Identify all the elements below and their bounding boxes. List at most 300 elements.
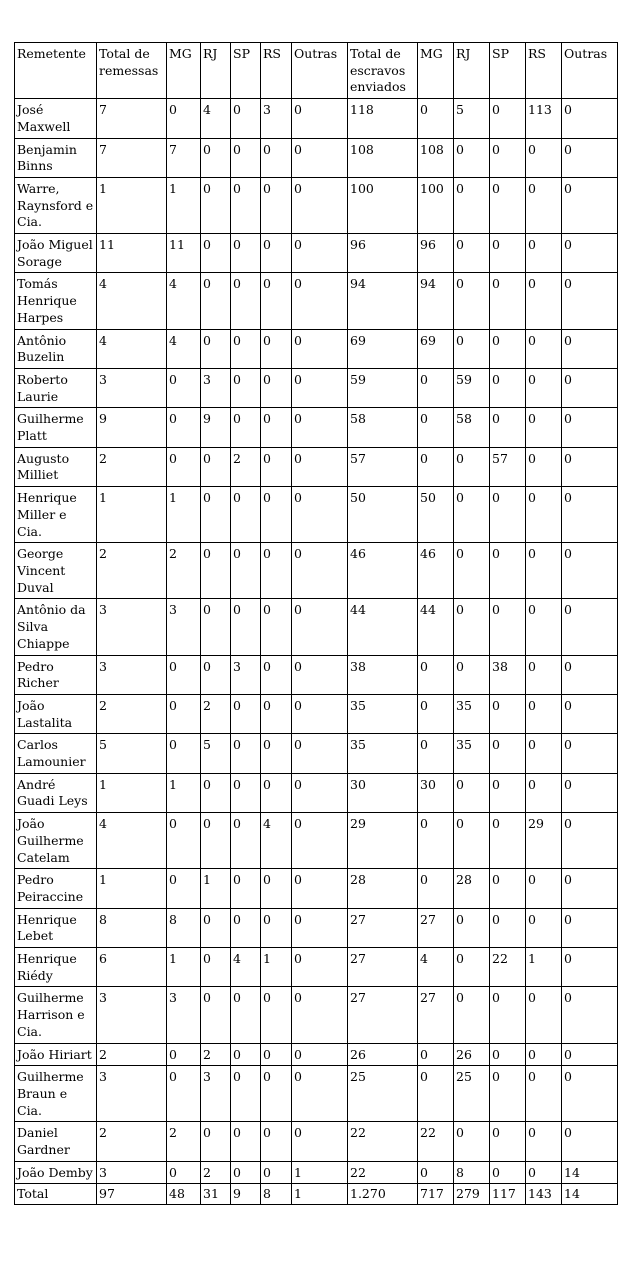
table-row [15, 1161, 618, 1184]
table-cell: 5 [201, 734, 231, 773]
table-cell: 27 [348, 987, 418, 1043]
table-cell: 6 [97, 948, 167, 987]
table-cell: 0 [261, 1122, 292, 1161]
sender-name-cell: Guilherme Harrison e Cia. [15, 987, 97, 1043]
sender-name-cell: Henrique Miller e Cia. [15, 487, 97, 543]
table-cell: 35 [454, 694, 490, 733]
header-cell: RJ [201, 43, 231, 99]
sender-name-cell: João Hiriart [15, 1043, 97, 1066]
table-cell: 0 [454, 813, 490, 869]
sender-name-cell: Benjamin Binns [15, 138, 97, 177]
table-cell: 9 [97, 408, 167, 447]
total-cell: 48 [167, 1184, 201, 1205]
table-cell: 0 [454, 987, 490, 1043]
table-cell: 0 [418, 408, 454, 447]
table-cell: 94 [348, 273, 418, 329]
table-cell: 0 [490, 234, 526, 273]
table-cell: 0 [562, 177, 618, 233]
table-cell: 0 [526, 329, 562, 368]
table-cell: 0 [231, 694, 261, 733]
table-cell: 0 [292, 368, 348, 407]
table-cell: 22 [348, 1161, 418, 1184]
table-cell: 27 [418, 987, 454, 1043]
table-cell: 35 [348, 694, 418, 733]
table-cell: 0 [231, 987, 261, 1043]
table-cell: 0 [292, 813, 348, 869]
table-cell: 2 [167, 1122, 201, 1161]
table-cell: 0 [167, 1066, 201, 1122]
sender-name-cell: André Guadi Leys [15, 773, 97, 812]
sender-name-cell: Antônio Buzelin [15, 329, 97, 368]
table-cell: 100 [348, 177, 418, 233]
table-cell: 3 [201, 1066, 231, 1122]
table-cell: 0 [454, 138, 490, 177]
table-cell: 0 [562, 655, 618, 694]
table-cell: 0 [562, 734, 618, 773]
table-cell: 11 [167, 234, 201, 273]
table-cell: 0 [167, 1043, 201, 1066]
table-row [15, 408, 618, 447]
table-cell: 58 [348, 408, 418, 447]
table-cell: 0 [201, 447, 231, 486]
sender-name-cell: João Lastalita [15, 694, 97, 733]
table-cell: 0 [454, 329, 490, 368]
table-cell: 0 [201, 948, 231, 987]
table-cell: 69 [348, 329, 418, 368]
table-row [15, 987, 618, 1043]
table-cell: 0 [167, 1161, 201, 1184]
total-cell: 97 [97, 1184, 167, 1205]
table-row [15, 273, 618, 329]
table-cell: 26 [348, 1043, 418, 1066]
table-row [15, 655, 618, 694]
table-cell: 0 [167, 869, 201, 908]
table-cell: 7 [97, 99, 167, 138]
header-cell: SP [490, 43, 526, 99]
table-cell: 57 [490, 447, 526, 486]
table-cell: 26 [454, 1043, 490, 1066]
table-cell: 0 [201, 908, 231, 947]
table-cell: 69 [418, 329, 454, 368]
table-cell: 0 [292, 987, 348, 1043]
sender-name-cell: Guilherme Platt [15, 408, 97, 447]
table-cell: 0 [526, 1043, 562, 1066]
table-total-row [15, 1184, 618, 1205]
table-cell: 0 [418, 99, 454, 138]
table-cell: 4 [97, 813, 167, 869]
header-cell: SP [231, 43, 261, 99]
table-cell: 0 [526, 655, 562, 694]
table-cell: 1 [167, 773, 201, 812]
table-cell: 0 [418, 368, 454, 407]
table-cell: 30 [348, 773, 418, 812]
sender-name-cell: Antônio da Silva Chiappe [15, 599, 97, 655]
table-cell: 0 [292, 694, 348, 733]
table-cell: 0 [292, 408, 348, 447]
table-cell: 1 [97, 177, 167, 233]
table-cell: 0 [292, 234, 348, 273]
table-cell: 2 [97, 1122, 167, 1161]
total-cell: 1 [292, 1184, 348, 1205]
table-cell: 29 [348, 813, 418, 869]
table-cell: 0 [418, 734, 454, 773]
table-cell: 1 [167, 487, 201, 543]
table-cell: 46 [348, 543, 418, 599]
table-cell: 108 [348, 138, 418, 177]
table-cell: 0 [292, 1043, 348, 1066]
total-cell: 117 [490, 1184, 526, 1205]
table-cell: 4 [167, 329, 201, 368]
sender-name-cell: Henrique Riédy [15, 948, 97, 987]
table-cell: 1 [97, 773, 167, 812]
table-cell: 0 [201, 138, 231, 177]
table-cell: 0 [490, 908, 526, 947]
header-cell: RJ [454, 43, 490, 99]
table-cell: 0 [201, 987, 231, 1043]
table-row [15, 543, 618, 599]
table-cell: 35 [348, 734, 418, 773]
table-cell: 0 [562, 408, 618, 447]
table-cell: 44 [418, 599, 454, 655]
table-cell: 0 [292, 447, 348, 486]
table-cell: 0 [231, 329, 261, 368]
table-cell: 0 [201, 273, 231, 329]
sender-name-cell: Henrique Lebet [15, 908, 97, 947]
table-cell: 0 [167, 368, 201, 407]
table-cell: 0 [167, 734, 201, 773]
sender-name-cell: João Miguel Sorage [15, 234, 97, 273]
table-cell: 0 [292, 908, 348, 947]
table-row [15, 813, 618, 869]
table-cell: 3 [231, 655, 261, 694]
table-cell: 0 [292, 99, 348, 138]
table-cell: 0 [261, 734, 292, 773]
table-cell: 0 [292, 543, 348, 599]
table-cell: 0 [231, 273, 261, 329]
table-cell: 0 [292, 487, 348, 543]
table-cell: 0 [454, 487, 490, 543]
table-cell: 0 [292, 138, 348, 177]
table-cell: 58 [454, 408, 490, 447]
table-cell: 0 [526, 543, 562, 599]
table-cell: 0 [292, 273, 348, 329]
table-cell: 0 [454, 599, 490, 655]
header-cell: RS [526, 43, 562, 99]
table-cell: 4 [418, 948, 454, 987]
table-cell: 0 [261, 177, 292, 233]
table-cell: 0 [167, 655, 201, 694]
table-body [15, 99, 618, 1205]
table-cell: 0 [292, 869, 348, 908]
table-cell: 0 [526, 138, 562, 177]
table-cell: 0 [167, 694, 201, 733]
table-cell: 0 [167, 447, 201, 486]
table-cell: 27 [348, 908, 418, 947]
table-cell: 0 [562, 543, 618, 599]
table-cell: 4 [261, 813, 292, 869]
table-row [15, 1043, 618, 1066]
table-cell: 0 [261, 368, 292, 407]
table-cell: 0 [562, 1066, 618, 1122]
header-cell: Total de remessas [97, 43, 167, 99]
table-cell: 0 [526, 694, 562, 733]
table-cell: 0 [261, 655, 292, 694]
table-cell: 0 [490, 1122, 526, 1161]
table-cell: 0 [261, 1066, 292, 1122]
table-cell: 35 [454, 734, 490, 773]
table-cell: 0 [292, 773, 348, 812]
table-cell: 0 [490, 368, 526, 407]
table-cell: 0 [562, 1122, 618, 1161]
table-cell: 0 [231, 1161, 261, 1184]
table-row [15, 948, 618, 987]
table-cell: 0 [261, 487, 292, 543]
table-cell: 0 [418, 1161, 454, 1184]
table-cell: 0 [526, 447, 562, 486]
table-cell: 0 [231, 734, 261, 773]
table-cell: 0 [526, 908, 562, 947]
table-cell: 113 [526, 99, 562, 138]
table-row [15, 908, 618, 947]
sender-name-cell: Daniel Gardner [15, 1122, 97, 1161]
total-cell: 8 [261, 1184, 292, 1205]
table-row [15, 177, 618, 233]
table-cell: 0 [562, 813, 618, 869]
table-cell: 2 [97, 694, 167, 733]
table-cell: 0 [490, 487, 526, 543]
table-cell: 0 [231, 1122, 261, 1161]
total-cell: 279 [454, 1184, 490, 1205]
table-cell: 3 [97, 987, 167, 1043]
table-cell: 0 [562, 447, 618, 486]
table-cell: 0 [201, 234, 231, 273]
table-cell: 0 [526, 273, 562, 329]
table-row [15, 368, 618, 407]
table-cell: 2 [201, 1161, 231, 1184]
table-cell: 0 [454, 543, 490, 599]
table-cell: 0 [231, 234, 261, 273]
table-cell: 1 [167, 948, 201, 987]
table-row [15, 487, 618, 543]
sender-name-cell: Warre, Raynsford e Cia. [15, 177, 97, 233]
table-cell: 0 [201, 1122, 231, 1161]
table-cell: 30 [418, 773, 454, 812]
table-cell: 0 [261, 408, 292, 447]
table-cell: 0 [490, 543, 526, 599]
table-cell: 0 [231, 813, 261, 869]
table-cell: 57 [348, 447, 418, 486]
table-cell: 0 [231, 99, 261, 138]
table-cell: 3 [97, 599, 167, 655]
header-cell: Remetente [15, 43, 97, 99]
table-cell: 94 [418, 273, 454, 329]
table-cell: 0 [231, 1066, 261, 1122]
table-cell: 0 [526, 869, 562, 908]
table-cell: 0 [292, 1066, 348, 1122]
table-cell: 0 [201, 543, 231, 599]
table-row [15, 773, 618, 812]
table-cell: 0 [231, 408, 261, 447]
table-cell: 0 [292, 599, 348, 655]
total-cell: 143 [526, 1184, 562, 1205]
table-cell: 0 [418, 655, 454, 694]
table-cell: 3 [167, 987, 201, 1043]
header-cell: Outras [562, 43, 618, 99]
table-cell: 0 [490, 734, 526, 773]
table-row [15, 694, 618, 733]
sender-name-cell: Tomás Henrique Harpes [15, 273, 97, 329]
table-cell: 0 [454, 773, 490, 812]
table-cell: 108 [418, 138, 454, 177]
table-cell: 50 [418, 487, 454, 543]
total-cell: 9 [231, 1184, 261, 1205]
table-cell: 0 [526, 1122, 562, 1161]
table-cell: 0 [562, 329, 618, 368]
table-cell: 0 [292, 329, 348, 368]
table-cell: 0 [562, 1043, 618, 1066]
table-cell: 0 [201, 813, 231, 869]
sender-name-cell: Pedro Peiraccine [15, 869, 97, 908]
table-cell: 0 [490, 273, 526, 329]
table-cell: 0 [490, 99, 526, 138]
slave-shipments-table [14, 42, 618, 1205]
table-cell: 7 [167, 138, 201, 177]
table-cell: 0 [292, 734, 348, 773]
table-cell: 25 [348, 1066, 418, 1122]
table-cell: 0 [261, 543, 292, 599]
table-row [15, 1066, 618, 1122]
table-cell: 27 [418, 908, 454, 947]
header-cell: MG [167, 43, 201, 99]
table-cell: 8 [167, 908, 201, 947]
table-cell: 0 [167, 813, 201, 869]
table-cell: 0 [292, 1122, 348, 1161]
table-cell: 38 [490, 655, 526, 694]
header-cell: RS [261, 43, 292, 99]
table-cell: 0 [562, 908, 618, 947]
table-cell: 0 [231, 869, 261, 908]
table-row [15, 734, 618, 773]
table-cell: 22 [490, 948, 526, 987]
table-cell: 1 [97, 869, 167, 908]
table-cell: 0 [261, 1043, 292, 1066]
table-cell: 0 [454, 1122, 490, 1161]
table-cell: 0 [261, 138, 292, 177]
table-cell: 29 [526, 813, 562, 869]
table-cell: 0 [201, 487, 231, 543]
table-cell: 0 [231, 368, 261, 407]
table-cell: 46 [418, 543, 454, 599]
table-cell: 44 [348, 599, 418, 655]
table-cell: 0 [231, 1043, 261, 1066]
table-cell: 22 [348, 1122, 418, 1161]
table-cell: 0 [526, 599, 562, 655]
table-cell: 96 [418, 234, 454, 273]
table-cell: 0 [526, 408, 562, 447]
table-cell: 0 [490, 1043, 526, 1066]
table-cell: 0 [526, 487, 562, 543]
table-cell: 0 [261, 773, 292, 812]
total-cell: 717 [418, 1184, 454, 1205]
total-cell: 31 [201, 1184, 231, 1205]
table-cell: 0 [490, 329, 526, 368]
table-cell: 27 [348, 948, 418, 987]
table-cell: 0 [526, 1066, 562, 1122]
table-header-row [15, 43, 618, 99]
table-cell: 0 [562, 487, 618, 543]
table-cell: 0 [231, 177, 261, 233]
table-cell: 3 [167, 599, 201, 655]
table-cell: 0 [490, 408, 526, 447]
table-cell: 0 [261, 1161, 292, 1184]
table-cell: 5 [454, 99, 490, 138]
table-cell: 0 [526, 773, 562, 812]
table-cell: 3 [97, 1066, 167, 1122]
table-cell: 0 [292, 177, 348, 233]
table-cell: 0 [562, 694, 618, 733]
table-cell: 0 [490, 869, 526, 908]
table-cell: 0 [261, 234, 292, 273]
table-cell: 3 [201, 368, 231, 407]
table-cell: 0 [454, 177, 490, 233]
table-cell: 2 [97, 543, 167, 599]
table-cell: 11 [97, 234, 167, 273]
table-cell: 4 [167, 273, 201, 329]
table-cell: 7 [97, 138, 167, 177]
table-cell: 0 [231, 599, 261, 655]
table-cell: 0 [201, 599, 231, 655]
table-cell: 0 [490, 177, 526, 233]
table-cell: 2 [201, 694, 231, 733]
table-row [15, 138, 618, 177]
table-cell: 0 [418, 869, 454, 908]
sender-name-cell: George Vincent Duval [15, 543, 97, 599]
table-cell: 0 [261, 273, 292, 329]
table-cell: 59 [348, 368, 418, 407]
table-cell: 2 [167, 543, 201, 599]
table-cell: 0 [562, 368, 618, 407]
table-cell: 0 [526, 1161, 562, 1184]
sender-name-cell: Carlos Lamounier [15, 734, 97, 773]
header-cell: Outras [292, 43, 348, 99]
table-cell: 0 [201, 655, 231, 694]
table-cell: 0 [526, 734, 562, 773]
table-cell: 0 [261, 447, 292, 486]
table-cell: 0 [526, 234, 562, 273]
table-cell: 0 [490, 138, 526, 177]
table-cell: 0 [490, 694, 526, 733]
table-cell: 2 [97, 447, 167, 486]
table-cell: 1 [201, 869, 231, 908]
sender-name-cell: João Demby [15, 1161, 97, 1184]
table-cell: 0 [526, 368, 562, 407]
table-cell: 1 [97, 487, 167, 543]
table-cell: 0 [490, 813, 526, 869]
table-cell: 0 [418, 813, 454, 869]
table-cell: 0 [201, 177, 231, 233]
table-cell: 0 [261, 908, 292, 947]
table-cell: 0 [231, 138, 261, 177]
total-label-cell: Total [15, 1184, 97, 1205]
table-row [15, 99, 618, 138]
table-row [15, 599, 618, 655]
table-cell: 0 [562, 138, 618, 177]
table-cell: 0 [562, 773, 618, 812]
table-cell: 96 [348, 234, 418, 273]
table-cell: 59 [454, 368, 490, 407]
table-cell: 4 [97, 329, 167, 368]
table-cell: 9 [201, 408, 231, 447]
